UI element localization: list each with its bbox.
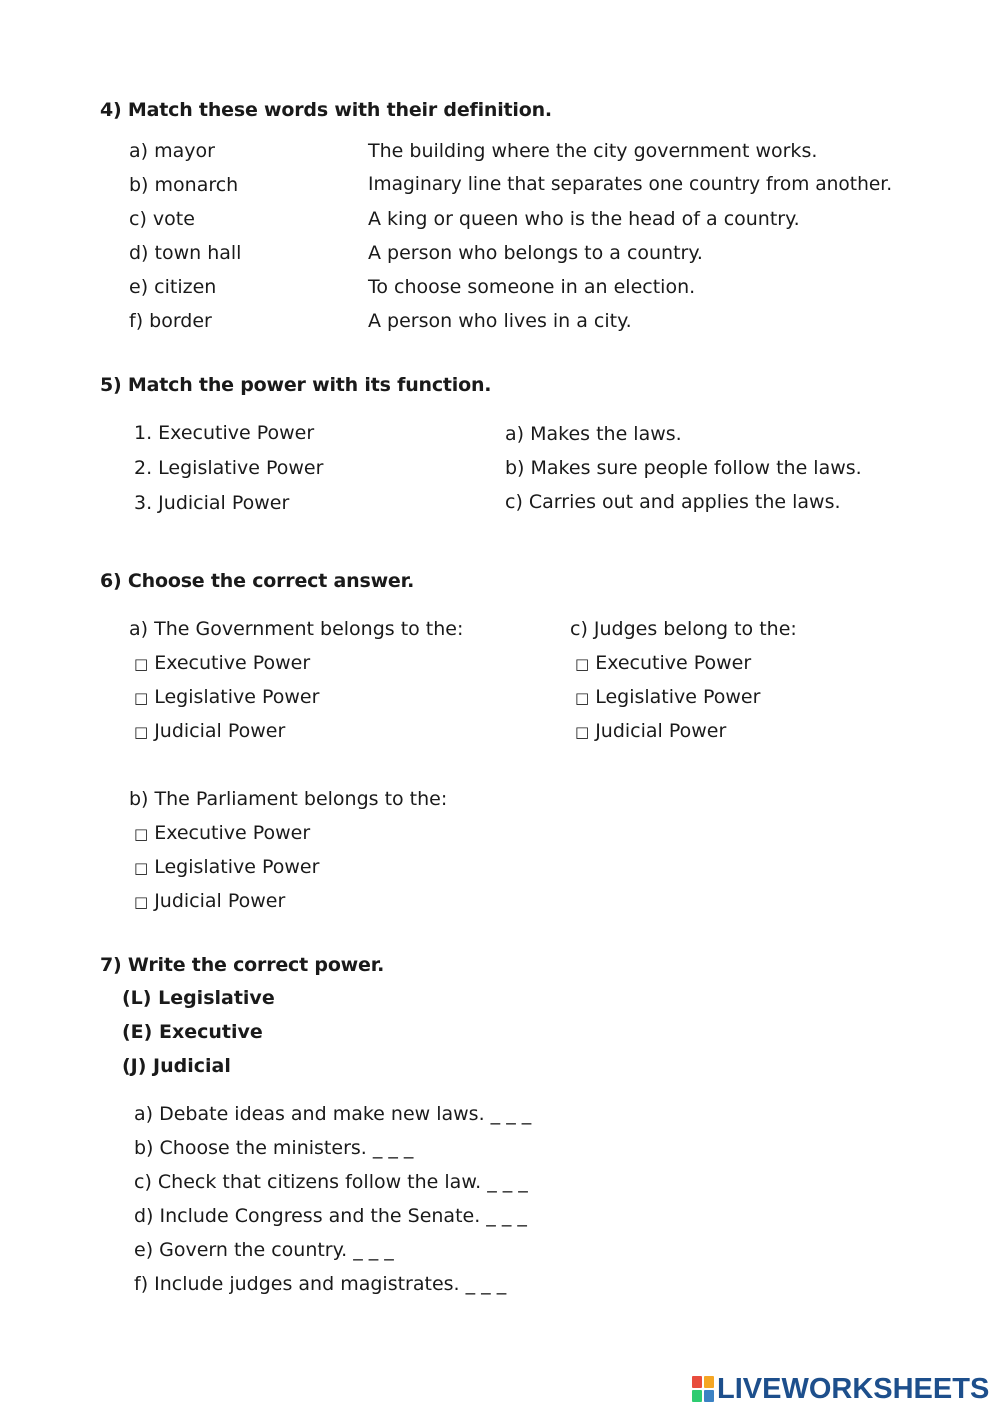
checkbox-icon[interactable]: □ <box>134 825 149 843</box>
liveworksheets-mark-icon <box>692 1376 714 1402</box>
q4-definition-4: A person who belongs to a country. <box>368 242 703 264</box>
q7-key-executive: (E) Executive <box>122 1021 263 1043</box>
checkbox-icon[interactable]: □ <box>575 689 590 707</box>
q4-title: 4) Match these words with their definition. <box>100 99 552 121</box>
q5-function-b: b) Makes sure people follow the laws. <box>505 457 862 479</box>
q6a-option-executive[interactable]: □ Executive Power <box>134 652 311 674</box>
q7-item-c: c) Check that citizens follow the law. _ _ _ <box>134 1171 528 1193</box>
q6a-question: a) The Government belongs to the: <box>129 618 464 640</box>
q6c-option-executive[interactable]: □ Executive Power <box>575 652 752 674</box>
q7-title: 7) Write the correct power. <box>100 954 385 976</box>
checkbox-icon[interactable]: □ <box>134 723 149 741</box>
q4-definition-2: Imaginary line that separates one country from another. <box>368 174 893 195</box>
checkbox-icon[interactable]: □ <box>575 655 590 673</box>
checkbox-icon[interactable]: □ <box>134 893 149 911</box>
q4-definition-1: The building where the city government works. <box>368 140 818 162</box>
q5-function-c: c) Carries out and applies the laws. <box>505 491 841 513</box>
q6c-option-judicial[interactable]: □ Judicial Power <box>575 720 727 742</box>
brand-name: LIVEWORKSHEETS <box>717 1372 990 1405</box>
q4-definition-5: To choose someone in an election. <box>368 276 696 298</box>
mark-square <box>692 1376 702 1388</box>
q4-word-f: f) border <box>129 310 212 332</box>
q7-item-d: d) Include Congress and the Senate. _ _ _ <box>134 1205 527 1227</box>
mark-square <box>704 1376 714 1388</box>
liveworksheets-logo <box>692 1372 989 1406</box>
mark-square <box>704 1390 714 1402</box>
q6c-question: c) Judges belong to the: <box>570 618 797 640</box>
q6a-option-legislative[interactable]: □ Legislative Power <box>134 686 320 708</box>
q7-item-a: a) Debate ideas and make new laws. _ _ _ <box>134 1103 532 1125</box>
q6b-option-legislative[interactable]: □ Legislative Power <box>134 856 320 878</box>
q4-definition-3: A king or queen who is the head of a country. <box>368 208 800 230</box>
q5-power-3: 3. Judicial Power <box>134 492 290 514</box>
q6a-option-judicial[interactable]: □ Judicial Power <box>134 720 286 742</box>
q4-word-d: d) town hall <box>129 242 242 264</box>
q6-title: 6) Choose the correct answer. <box>100 570 415 592</box>
q4-word-e: e) citizen <box>129 276 217 298</box>
mark-square <box>692 1390 702 1402</box>
q7-key-judicial: (J) Judicial <box>122 1055 231 1077</box>
checkbox-icon[interactable]: □ <box>134 859 149 877</box>
q7-item-b: b) Choose the ministers. _ _ _ <box>134 1137 414 1159</box>
checkbox-icon[interactable]: □ <box>134 689 149 707</box>
q6c-option-legislative[interactable]: □ Legislative Power <box>575 686 761 708</box>
q7-item-e: e) Govern the country. _ _ _ <box>134 1239 394 1261</box>
q6b-question: b) The Parliament belongs to the: <box>129 788 448 810</box>
q7-key-legislative: (L) Legislative <box>122 987 275 1009</box>
q6b-option-judicial[interactable]: □ Judicial Power <box>134 890 286 912</box>
q7-item-f: f) Include judges and magistrates. _ _ _ <box>134 1273 507 1295</box>
q6b-option-executive[interactable]: □ Executive Power <box>134 822 311 844</box>
q4-word-c: c) vote <box>129 208 195 230</box>
checkbox-icon[interactable]: □ <box>134 655 149 673</box>
q4-word-b: b) monarch <box>129 174 239 196</box>
q5-function-a: a) Makes the laws. <box>505 423 682 445</box>
q5-power-2: 2. Legislative Power <box>134 457 324 479</box>
q4-word-a: a) mayor <box>129 140 215 162</box>
checkbox-icon[interactable]: □ <box>575 723 590 741</box>
q4-definition-6: A person who lives in a city. <box>368 310 632 332</box>
q5-power-1: 1. Executive Power <box>134 422 315 444</box>
q5-title: 5) Match the power with its function. <box>100 374 492 396</box>
